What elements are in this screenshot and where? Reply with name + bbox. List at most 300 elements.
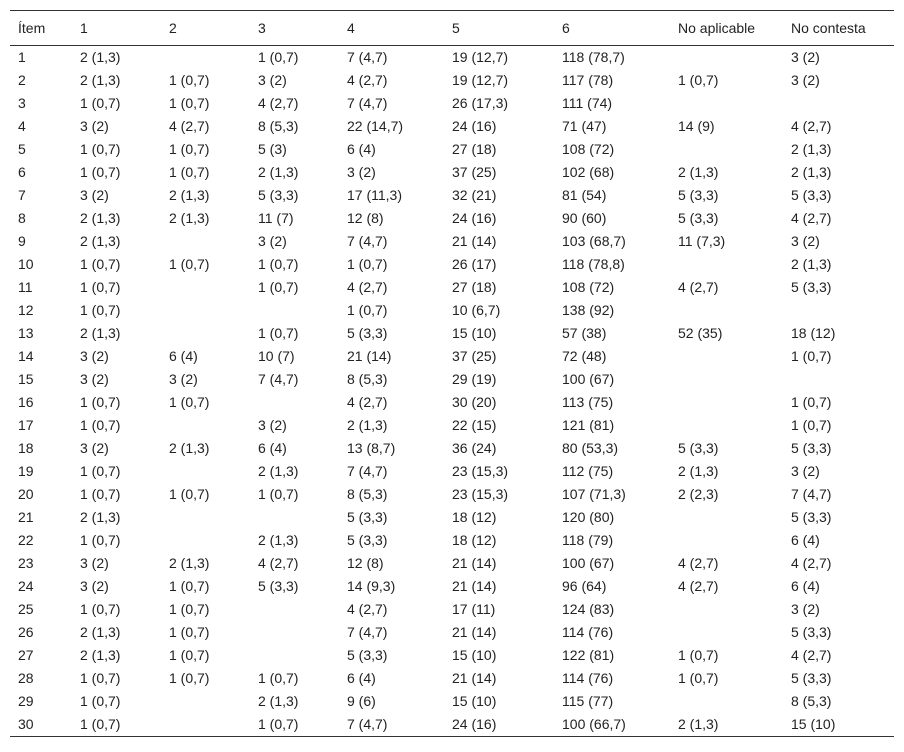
table-cell: 100 (66,7)	[554, 713, 670, 737]
column-header: 2	[161, 11, 250, 46]
table-cell: 1 (0,7)	[678, 647, 719, 663]
table-cell: 18 (12)	[452, 509, 497, 525]
table-row	[10, 529, 894, 552]
table-cell: 5 (3,3)	[678, 187, 719, 203]
table-cell: 2 (1,3)	[678, 164, 719, 180]
table-cell: 23 (15,3)	[452, 463, 509, 479]
table-cell	[670, 598, 783, 621]
table-cell: 108 (72)	[562, 141, 615, 157]
table-row	[10, 713, 894, 737]
table-cell: 14 (9)	[678, 118, 715, 134]
table-cell: 100 (67)	[562, 371, 615, 387]
column-header: 6	[554, 11, 670, 46]
item-number-cell: 30	[10, 713, 72, 737]
table-cell: 1 (0,7)	[169, 486, 210, 502]
table-cell: 27 (18)	[452, 279, 497, 295]
table-cell: 3 (2)	[80, 371, 109, 387]
table-cell: 2 (1,3)	[258, 693, 299, 709]
column-header: 1	[72, 11, 161, 46]
table-cell: 2 (1,3)	[80, 72, 121, 88]
table-cell: 7 (4,7)	[347, 624, 388, 640]
table-cell: 24 (16)	[452, 118, 497, 134]
table-cell	[783, 299, 894, 322]
table-cell: 18 (12)	[791, 325, 836, 341]
table-cell: 7 (4,7)	[339, 713, 444, 737]
table-cell: 3 (2)	[791, 72, 820, 88]
header-row	[10, 11, 894, 46]
table-cell: 1 (0,7)	[80, 95, 121, 111]
table-cell: 1 (0,7)	[258, 325, 299, 341]
table-cell: 19 (12,7)	[452, 49, 509, 65]
table-cell: 32 (21)	[452, 187, 497, 203]
table-cell: 71 (47)	[562, 118, 607, 134]
table-cell: 4 (2,7)	[791, 210, 832, 226]
table-cell: 4 (2,7)	[791, 118, 832, 134]
table-row	[10, 483, 894, 506]
table-cell: 11 (7)	[258, 210, 294, 226]
table-cell: 3 (2)	[347, 164, 376, 180]
table-cell: 21 (14)	[452, 624, 497, 640]
table-cell: 1 (0,7)	[80, 601, 121, 617]
table-row	[10, 46, 894, 70]
table-cell: 3 (2)	[791, 601, 820, 617]
table-cell: 121 (81)	[562, 417, 615, 433]
table-row	[10, 690, 894, 713]
table-row	[10, 299, 894, 322]
table-row	[10, 644, 894, 667]
table-cell: 18 (12)	[452, 532, 497, 548]
table-body	[10, 46, 894, 737]
table-cell: 27 (18)	[452, 141, 497, 157]
table-cell: 2 (1,3)	[258, 164, 299, 180]
table-cell: 1 (0,7)	[169, 647, 210, 663]
table-cell: 107 (71,3)	[562, 486, 626, 502]
item-number-cell: 26	[18, 624, 34, 640]
table-row	[10, 253, 894, 276]
item-number-cell: 25	[18, 601, 34, 617]
table-cell: 1 (0,7)	[169, 394, 210, 410]
column-header: 4	[339, 11, 444, 46]
table-cell	[670, 345, 783, 368]
table-cell: 115 (77)	[562, 693, 614, 709]
data-table	[10, 10, 894, 737]
table-cell	[161, 299, 250, 322]
table-cell: 4 (2,7)	[678, 279, 719, 295]
table-cell: 2 (1,3)	[791, 141, 832, 157]
table-cell: 5 (3,3)	[791, 624, 832, 640]
table-cell: 4 (2,7)	[678, 578, 719, 594]
table-cell: 8 (5,3)	[791, 693, 832, 709]
table-cell	[670, 92, 783, 115]
table-cell: 1 (0,7)	[791, 348, 832, 364]
table-cell	[670, 414, 783, 437]
table-cell: 1 (0,7)	[169, 670, 210, 686]
table-cell: 1 (0,7)	[80, 279, 121, 295]
table-cell: 37 (25)	[452, 164, 497, 180]
table-cell: 1 (0,7)	[80, 693, 121, 709]
table-cell	[250, 644, 339, 667]
item-number-cell: 12	[18, 302, 34, 318]
table-cell: 2 (1,3)	[791, 256, 832, 272]
table-cell: 5 (3,3)	[347, 509, 388, 525]
table-cell: 2 (2,3)	[678, 486, 719, 502]
item-number-cell: 9	[18, 233, 26, 249]
item-number-cell: 14	[18, 348, 34, 364]
table-cell	[250, 598, 339, 621]
item-number-cell: 17	[18, 417, 34, 433]
item-number-cell: 3	[18, 95, 26, 111]
table-cell: 52 (35)	[678, 325, 723, 341]
column-header: Ítem	[10, 11, 72, 46]
table-cell: 1 (0,7)	[169, 578, 210, 594]
table-cell: 96 (64)	[562, 578, 607, 594]
item-number-cell: 20	[18, 486, 34, 502]
table-cell: 9 (6)	[347, 693, 376, 709]
table-cell	[161, 46, 250, 70]
table-cell: 4 (2,7)	[258, 95, 299, 111]
table-row	[10, 598, 894, 621]
table-cell: 4 (2,7)	[678, 555, 719, 571]
table-cell: 80 (53,3)	[562, 440, 619, 456]
table-cell: 2 (1,3)	[678, 463, 719, 479]
table-cell: 72 (48)	[562, 348, 607, 364]
table-row	[10, 391, 894, 414]
table-cell: 1 (0,7)	[80, 532, 121, 548]
table-cell: 1 (0,7)	[80, 486, 121, 502]
table-row	[10, 230, 894, 253]
table-cell: 114 (76)	[562, 624, 614, 640]
table-cell: 90 (60)	[562, 210, 607, 226]
table-cell: 1 (0,7)	[258, 49, 299, 65]
table-cell: 102 (68)	[562, 164, 615, 180]
table-cell: 3 (2)	[258, 72, 287, 88]
item-number-cell: 7	[18, 187, 26, 203]
table-row	[10, 322, 894, 345]
table-cell: 1 (0,7)	[258, 279, 299, 295]
table-cell	[783, 368, 894, 391]
table-cell: 120 (80)	[562, 509, 615, 525]
table-cell	[670, 46, 783, 70]
table-cell: 3 (2)	[258, 417, 287, 433]
table-cell	[250, 506, 339, 529]
table-cell	[250, 391, 339, 414]
table-cell: 4 (2,7)	[258, 555, 299, 571]
table-cell: 118 (78,7)	[562, 49, 625, 65]
table-row	[10, 184, 894, 207]
table-cell	[670, 621, 783, 644]
table-cell: 1 (0,7)	[80, 463, 121, 479]
column-header: 3	[250, 11, 339, 46]
table-cell: 7 (4,7)	[347, 233, 388, 249]
table-cell	[670, 529, 783, 552]
table-row	[10, 552, 894, 575]
table-cell: 1 (0,7)	[169, 256, 210, 272]
table-cell: 30 (20)	[452, 394, 497, 410]
table-cell: 1 (0,7)	[80, 394, 121, 410]
item-number-cell: 24	[18, 578, 34, 594]
table-cell: 8 (5,3)	[258, 118, 299, 134]
table-cell: 22 (14,7)	[347, 118, 404, 134]
table-cell: 3 (2)	[80, 348, 109, 364]
table-cell: 124 (83)	[562, 601, 615, 617]
table-cell: 1 (0,7)	[250, 713, 339, 737]
column-header: No aplicable	[670, 11, 783, 46]
table-header	[10, 11, 894, 46]
table-cell: 1 (0,7)	[347, 256, 388, 272]
table-cell: 7 (4,7)	[258, 371, 299, 387]
table-row	[10, 207, 894, 230]
table-cell: 7 (4,7)	[347, 95, 388, 111]
table-cell: 1 (0,7)	[80, 141, 121, 157]
item-number-cell: 21	[18, 509, 34, 525]
table-cell: 15 (10)	[783, 713, 894, 737]
table-cell: 37 (25)	[452, 348, 497, 364]
table-cell: 1 (0,7)	[80, 164, 121, 180]
table-row	[10, 621, 894, 644]
table-cell: 1 (0,7)	[80, 670, 121, 686]
item-number-cell: 8	[18, 210, 26, 226]
table-row	[10, 345, 894, 368]
table-row	[10, 368, 894, 391]
table-cell: 12 (8)	[347, 555, 384, 571]
table-cell: 1 (0,7)	[258, 486, 299, 502]
table-cell: 1 (0,7)	[169, 601, 210, 617]
table-cell: 15 (10)	[452, 647, 497, 663]
table-cell: 2 (1,3)	[80, 233, 121, 249]
item-number-cell: 29	[18, 693, 34, 709]
table-cell: 6 (4)	[347, 670, 376, 686]
item-number-cell: 18	[18, 440, 34, 456]
table-cell: 2 (1,3)	[80, 325, 121, 341]
table-cell: 5 (3,3)	[791, 509, 832, 525]
table-cell	[161, 529, 250, 552]
table-row	[10, 92, 894, 115]
table-cell: 21 (14)	[452, 670, 497, 686]
table-cell: 1 (0,7)	[347, 302, 388, 318]
table-cell: 2 (1,3)	[169, 187, 210, 203]
table-cell: 1 (0,7)	[169, 141, 210, 157]
table-cell: 3 (2)	[791, 233, 820, 249]
table-cell: 5 (3,3)	[258, 187, 299, 203]
table-row	[10, 115, 894, 138]
table-cell: 5 (3,3)	[791, 279, 832, 295]
table-cell: 15 (10)	[452, 693, 497, 709]
item-number-cell: 15	[18, 371, 34, 387]
item-number-cell: 5	[18, 141, 26, 157]
table-cell: 7 (4,7)	[347, 49, 388, 65]
table-cell: 23 (15,3)	[452, 486, 509, 502]
table-cell: 117 (78)	[562, 72, 614, 88]
table-cell: 2 (1,3)	[169, 555, 210, 571]
item-number-cell: 16	[18, 394, 34, 410]
table-cell: 138 (92)	[562, 302, 615, 318]
table-cell: 1 (0,7)	[791, 394, 832, 410]
table-cell: 21 (14)	[347, 348, 392, 364]
table-cell: 26 (17,3)	[452, 95, 509, 111]
table-cell: 1 (0,7)	[169, 95, 210, 111]
table-cell: 1 (0,7)	[678, 670, 719, 686]
table-cell: 22 (15)	[452, 417, 497, 433]
table-cell: 10 (6,7)	[452, 302, 501, 318]
table-cell: 5 (3,3)	[791, 187, 832, 203]
table-cell: 2 (1,3)	[80, 210, 121, 226]
table-cell: 2 (1,3)	[670, 713, 783, 737]
table-row	[10, 667, 894, 690]
table-cell	[161, 276, 250, 299]
table-cell: 2 (1,3)	[169, 440, 210, 456]
item-number-cell: 6	[18, 164, 26, 180]
table-cell	[783, 92, 894, 115]
table-cell: 108 (72)	[562, 279, 615, 295]
table-row	[10, 460, 894, 483]
table-cell: 3 (2)	[258, 233, 287, 249]
table-cell: 122 (81)	[562, 647, 615, 663]
table-cell: 12 (8)	[347, 210, 384, 226]
table-cell: 4 (2,7)	[169, 118, 210, 134]
table-cell	[250, 621, 339, 644]
table-row	[10, 414, 894, 437]
table-cell: 5 (3,3)	[347, 532, 388, 548]
table-cell	[670, 690, 783, 713]
table-cell: 4 (2,7)	[791, 555, 832, 571]
table-cell: 113 (75)	[562, 394, 614, 410]
table-cell	[670, 506, 783, 529]
table-cell	[161, 460, 250, 483]
table-cell	[161, 322, 250, 345]
table-cell: 2 (1,3)	[791, 164, 832, 180]
table-cell: 19 (12,7)	[452, 72, 509, 88]
table-cell: 36 (24)	[452, 440, 497, 456]
table-cell	[161, 230, 250, 253]
table-cell: 5 (3)	[258, 141, 287, 157]
table-cell: 6 (4)	[347, 141, 376, 157]
table-cell	[161, 713, 250, 737]
table-cell: 1 (0,7)	[678, 72, 719, 88]
table-cell	[670, 253, 783, 276]
table-cell: 6 (4)	[258, 440, 287, 456]
table-cell: 100 (67)	[562, 555, 615, 571]
item-number-cell: 4	[18, 118, 26, 134]
table-cell: 2 (1,3)	[258, 463, 299, 479]
table-cell: 4 (2,7)	[347, 601, 388, 617]
column-header: 5	[444, 11, 554, 46]
table-cell: 29 (19)	[452, 371, 497, 387]
table-cell: 10 (7)	[258, 348, 295, 364]
table-cell: 1 (0,7)	[258, 256, 299, 272]
table-row	[10, 575, 894, 598]
item-number-cell: 22	[18, 532, 34, 548]
table-cell: 4 (2,7)	[347, 394, 388, 410]
table-cell: 24 (16)	[452, 210, 497, 226]
table-cell: 14 (9,3)	[347, 578, 396, 594]
item-number-cell: 11	[18, 279, 33, 295]
table-container	[10, 10, 894, 737]
item-number-cell: 28	[18, 670, 34, 686]
table-cell: 2 (1,3)	[347, 417, 388, 433]
table-cell	[670, 299, 783, 322]
item-number-cell: 23	[18, 555, 34, 571]
table-cell: 1 (0,7)	[169, 164, 210, 180]
table-cell: 6 (4)	[791, 532, 820, 548]
table-cell: 1 (0,7)	[169, 72, 210, 88]
table-cell: 81 (54)	[562, 187, 607, 203]
table-cell: 5 (3,3)	[678, 210, 719, 226]
table-cell: 17 (11)	[452, 601, 496, 617]
table-cell: 24 (16)	[444, 713, 554, 737]
table-cell: 3 (2)	[80, 578, 109, 594]
table-cell	[250, 299, 339, 322]
table-cell: 5 (3,3)	[791, 440, 832, 456]
table-row	[10, 276, 894, 299]
item-number-cell: 13	[18, 325, 34, 341]
table-cell: 2 (1,3)	[258, 532, 299, 548]
table-cell	[161, 414, 250, 437]
table-cell: 4 (2,7)	[347, 279, 388, 295]
table-cell: 2 (1,3)	[80, 49, 121, 65]
item-number-cell: 2	[18, 72, 26, 88]
table-cell: 3 (2)	[80, 440, 109, 456]
table-row	[10, 69, 894, 92]
table-cell: 6 (4)	[791, 578, 820, 594]
table-cell: 4 (2,7)	[791, 647, 832, 663]
table-cell: 7 (4,7)	[347, 463, 388, 479]
table-cell: 4 (2,7)	[347, 72, 388, 88]
item-number-cell: 19	[18, 463, 34, 479]
table-cell: 3 (2)	[791, 49, 820, 65]
table-cell: 1 (0,7)	[72, 713, 161, 737]
table-row	[10, 138, 894, 161]
table-cell: 5 (3,3)	[347, 325, 388, 341]
table-cell: 57 (38)	[562, 325, 607, 341]
table-cell: 7 (4,7)	[791, 486, 832, 502]
table-cell: 1 (0,7)	[791, 417, 832, 433]
table-cell: 1 (0,7)	[258, 670, 299, 686]
table-cell: 118 (78,8)	[562, 256, 625, 272]
table-row	[10, 161, 894, 184]
table-cell	[670, 368, 783, 391]
table-cell: 21 (14)	[452, 555, 497, 571]
table-cell: 5 (3,3)	[678, 440, 719, 456]
table-cell: 15 (10)	[452, 325, 497, 341]
table-cell: 2 (1,3)	[80, 509, 121, 525]
table-cell: 1 (0,7)	[169, 624, 210, 640]
table-row	[10, 506, 894, 529]
table-cell: 8 (5,3)	[347, 371, 388, 387]
table-cell: 3 (2)	[80, 187, 109, 203]
table-cell: 3 (2)	[80, 555, 109, 571]
table-cell: 2 (1,3)	[169, 210, 210, 226]
table-cell: 111 (74)	[562, 95, 613, 111]
column-header: No contesta	[783, 11, 894, 46]
table-cell: 17 (11,3)	[347, 187, 402, 203]
table-cell: 118 (79)	[562, 532, 614, 548]
table-cell	[161, 690, 250, 713]
table-cell: 5 (3,3)	[347, 647, 388, 663]
table-cell: 26 (17)	[452, 256, 497, 272]
item-number-cell: 1	[18, 49, 26, 65]
table-cell: 1 (0,7)	[80, 256, 121, 272]
table-cell	[670, 391, 783, 414]
table-cell: 103 (68,7)	[562, 233, 626, 249]
table-cell	[161, 506, 250, 529]
table-cell: 5 (3,3)	[791, 670, 832, 686]
table-cell: 21 (14)	[452, 233, 497, 249]
table-cell: 1 (0,7)	[80, 302, 121, 318]
table-cell: 8 (5,3)	[347, 486, 388, 502]
table-cell: 2 (1,3)	[80, 624, 121, 640]
table-cell: 6 (4)	[169, 348, 198, 364]
item-number-cell: 27	[18, 647, 34, 663]
